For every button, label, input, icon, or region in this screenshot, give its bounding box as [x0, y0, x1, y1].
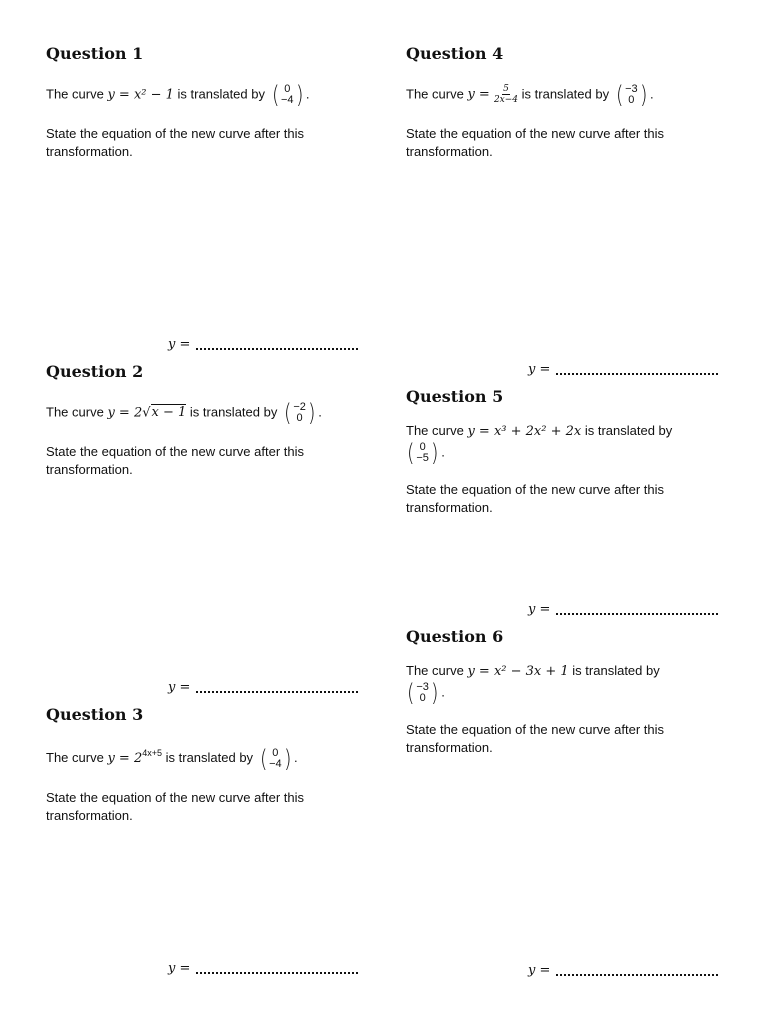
question-statement-continued: ( 0 −5 ) . — [406, 439, 445, 467]
question-prompt: State the equation of the new curve after this transformation. — [406, 482, 664, 515]
question-statement: The curve y = x³ + 2x² + 2x is translated by — [406, 423, 673, 439]
question-prompt: State the equation of the new curve after this transformation. — [46, 789, 304, 823]
question-statement: The curve y = x² − 1 is translated by ( 0 −4 ) . — [46, 81, 310, 109]
question-title: Question 2 — [46, 362, 144, 381]
answer-line-6[interactable]: y = — [528, 962, 718, 978]
sqrt-icon: √ — [142, 405, 151, 421]
translation-vector: ( −3 0 ) — [406, 679, 439, 707]
fraction: $\frac{5}{2x-4}$ — [493, 84, 519, 106]
answer-line-3[interactable]: y = — [168, 960, 358, 976]
curve-equation: $y = 2^{4x+5}$ — [107, 748, 162, 766]
translation-vector: ( −3 0 ) — [615, 81, 648, 109]
question-title: Question 3 — [46, 705, 144, 724]
translation-vector: ( 0 −5 ) — [406, 439, 439, 467]
translation-vector: ( −2 0 ) — [283, 399, 316, 427]
question-prompt: State the equation of the new curve after this transformation. — [46, 444, 304, 477]
dotted-answer-blank[interactable] — [196, 966, 358, 974]
question-prompt: State the equation of the new curve after this transformation. — [406, 126, 664, 159]
question-1 — [46, 43, 376, 161]
question-statement: The curve y = $\frac{5}{2x-4}$ is translated by ( −3 0 ) . — [406, 81, 654, 109]
answer-line-5[interactable]: y = — [528, 601, 718, 617]
curve-equation: y = x³ + 2x² + 2x — [467, 424, 582, 439]
question-statement: The curve $y = 2^{4x+5}$ is translated by ( 0 −4 ) . — [46, 744, 298, 773]
question-5 — [406, 386, 736, 517]
question-4 — [406, 43, 736, 161]
question-prompt: State the equation of the new curve after this transformation. — [46, 126, 304, 159]
dotted-answer-blank[interactable] — [556, 607, 718, 615]
answer-line-2[interactable]: y = — [168, 679, 358, 695]
answer-line-4[interactable]: y = — [528, 361, 718, 377]
question-statement: The curve y = x² − 3x + 1 is translated by — [406, 663, 660, 679]
question-title: Question 4 — [406, 44, 504, 63]
question-title: Question 1 — [46, 44, 144, 63]
question-statement: The curve y = 2√x − 1 is translated by ( −2 0 ) . — [46, 399, 322, 427]
question-statement-continued: ( −3 0 ) . — [406, 679, 445, 707]
curve-equation: y = 2√x − 1 — [107, 405, 187, 421]
question-title: Question 6 — [406, 627, 504, 646]
question-prompt: State the equation of the new curve after this transformation. — [406, 722, 664, 755]
answer-line-1[interactable]: y = — [168, 336, 358, 352]
dotted-answer-blank[interactable] — [556, 968, 718, 976]
translation-vector: ( 0 −4 ) — [271, 81, 303, 109]
question-3 — [46, 704, 376, 825]
question-6 — [406, 626, 736, 757]
translation-vector: ( 0 −4 ) — [259, 744, 292, 773]
curve-equation: y = x² − 1 — [107, 87, 174, 103]
dotted-answer-blank[interactable] — [196, 685, 358, 693]
dotted-answer-blank[interactable] — [196, 342, 358, 350]
dotted-answer-blank[interactable] — [556, 367, 718, 375]
curve-equation: y = x² − 3x + 1 — [467, 664, 569, 679]
question-2 — [46, 361, 376, 479]
curve-equation: y = $\frac{5}{2x-4}$ — [467, 84, 519, 106]
question-title: Question 5 — [406, 387, 504, 406]
